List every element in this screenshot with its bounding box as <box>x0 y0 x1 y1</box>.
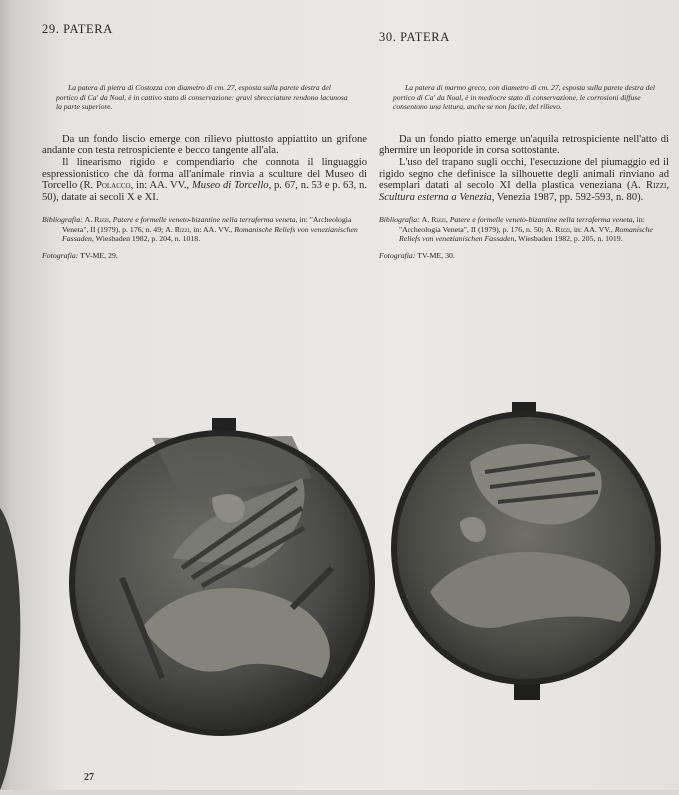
work-title: Museo di Torcello <box>191 180 269 192</box>
text: L'uso del trapano sugli occhi, l'esecuzione del piumaggio ed il rigido segno che definisce la silhouette degli animali rinviano ad esemplari datati al secolo XI della plastica veneziana ( <box>379 156 669 192</box>
entry-29-intro: La patera di pietra di Costozza con diametro di cm. 27, esposta sulla parete destra del portico di Ca' da Noal, è in cattivo stato di conservazione: gravi sbrecciature rendono lacunosa la parte superiore. <box>56 83 348 112</box>
entry-29-paragraph-1: Da un fondo liscio emerge con rilievo piuttosto appiattito un grifone andante con testa retrospiciente e becco tangente all'ala. <box>42 133 367 157</box>
entry-29 <box>42 22 367 260</box>
entry-30-bibliography: Bibliografia: A. Rizzi, Patere e formelle veneto-bizantine nella terraferma veneta, in: "Archeologia Veneta", II (1979), p. 176, n. 50; A. Rizzi, in: AA. VV., Romanische Reliefs von venezianischen Fassaden, Wiesbaden 1982, p. 205, n. 1019. <box>379 215 653 244</box>
entry-30-paragraph-2 <box>379 157 669 203</box>
photo-value: TV-ME, 30. <box>417 250 455 260</box>
entry-29-body <box>42 134 367 204</box>
text: , in: AA. VV., <box>130 180 192 192</box>
entry-29-heading: 29. PATERA <box>42 22 113 36</box>
text: , <box>666 180 669 192</box>
author: A. Rizzi <box>421 215 446 225</box>
text: , Venezia 1987, pp. 592-593, n. 80). <box>491 191 644 203</box>
biblio-label: Bibliografia: <box>42 215 83 225</box>
adjacent-page-photo-fragment <box>0 508 22 790</box>
book-page <box>12 0 679 790</box>
entry-29-bibliography: Bibliografia: A. Rizzi, Patere e formelle veneto-bizantine nella terraferma veneta, in: "Archeologia Veneta", II (1979), p. 176, n. 49; A. Rizzi, in: AA. VV., Romanische Reliefs von venezianischen Fassaden, Wiesbaden 1982, p. 204, n. 1018. <box>42 215 358 244</box>
entry-30-body <box>379 134 669 204</box>
work-title: Scultura esterna a Venezia <box>379 191 492 203</box>
work-title: Patere e formelle veneto-bizantine nella terraferma veneta <box>449 215 633 225</box>
entry-29-photo-credit <box>42 251 367 260</box>
work-title: Romanische Reliefs von venezianischen Fassaden <box>62 224 358 244</box>
text: , in: "Archeologia Veneta", II (1979), p. 176, n. 49; <box>62 215 352 234</box>
entry-30-intro: La patera di marmo greco, con diametro di cm. 27, esposta sulla parete destra del portico di Ca' da Noal, è in mediocre stato di conservazione, le corrosioni diffuse consentono una lettura, anche se non facile, del rilievo. <box>393 83 655 112</box>
entry-30 <box>379 30 669 260</box>
entry-30-heading: 30. PATERA <box>379 30 450 44</box>
photo-label: Fotografia: <box>379 250 416 260</box>
photo-label: Fotografia: <box>42 250 79 260</box>
author: A. Rizzi <box>545 224 570 234</box>
text: , Wiesbaden 1982, p. 205, n. 1019. <box>514 234 623 244</box>
author: R. Polacco <box>83 180 131 192</box>
text: , Wiesbaden 1982, p. 204, n. 1018. <box>91 234 201 244</box>
text: Il linearismo rigido e compendiario che connota il linguaggio espressionistico che dà forma all'animale rinvia a sculture del Museo di Torcello ( <box>42 156 367 192</box>
entry-29-paragraph-2 <box>42 157 367 203</box>
entry-30-paragraph-1: Da un fondo piatto emerge un'aquila retrospiciente nell'atto di ghermire un leoporide in corsa sottostante. <box>379 133 669 157</box>
text: , in: AA. VV., <box>569 224 615 234</box>
author: A. Rizzi <box>84 215 109 225</box>
author: A. Rizzi <box>630 180 667 192</box>
author: A. Rizzi <box>165 224 190 234</box>
text: , in: AA. VV., <box>189 224 235 234</box>
page-number: 27 <box>84 772 94 783</box>
patera-30-eagle-photo <box>390 402 662 702</box>
text: , p. 67, n. 53 e p. 63, n. 50), datate ai secoli X e XI. <box>42 180 367 203</box>
biblio-label: Bibliografia: <box>379 215 420 225</box>
photo-value: TV-ME, 29. <box>80 250 118 260</box>
text: , in: "Archeologia Veneta", II (1979), p. 176, n. 50; <box>399 215 645 234</box>
patera-29-griffin-photo <box>62 418 382 738</box>
work-title: Patere e formelle veneto-bizantine nella terraferma veneta <box>112 215 296 225</box>
entry-30-photo-credit <box>379 251 669 260</box>
work-title: Romanische Reliefs von venezianischen Fassaden <box>399 224 653 244</box>
